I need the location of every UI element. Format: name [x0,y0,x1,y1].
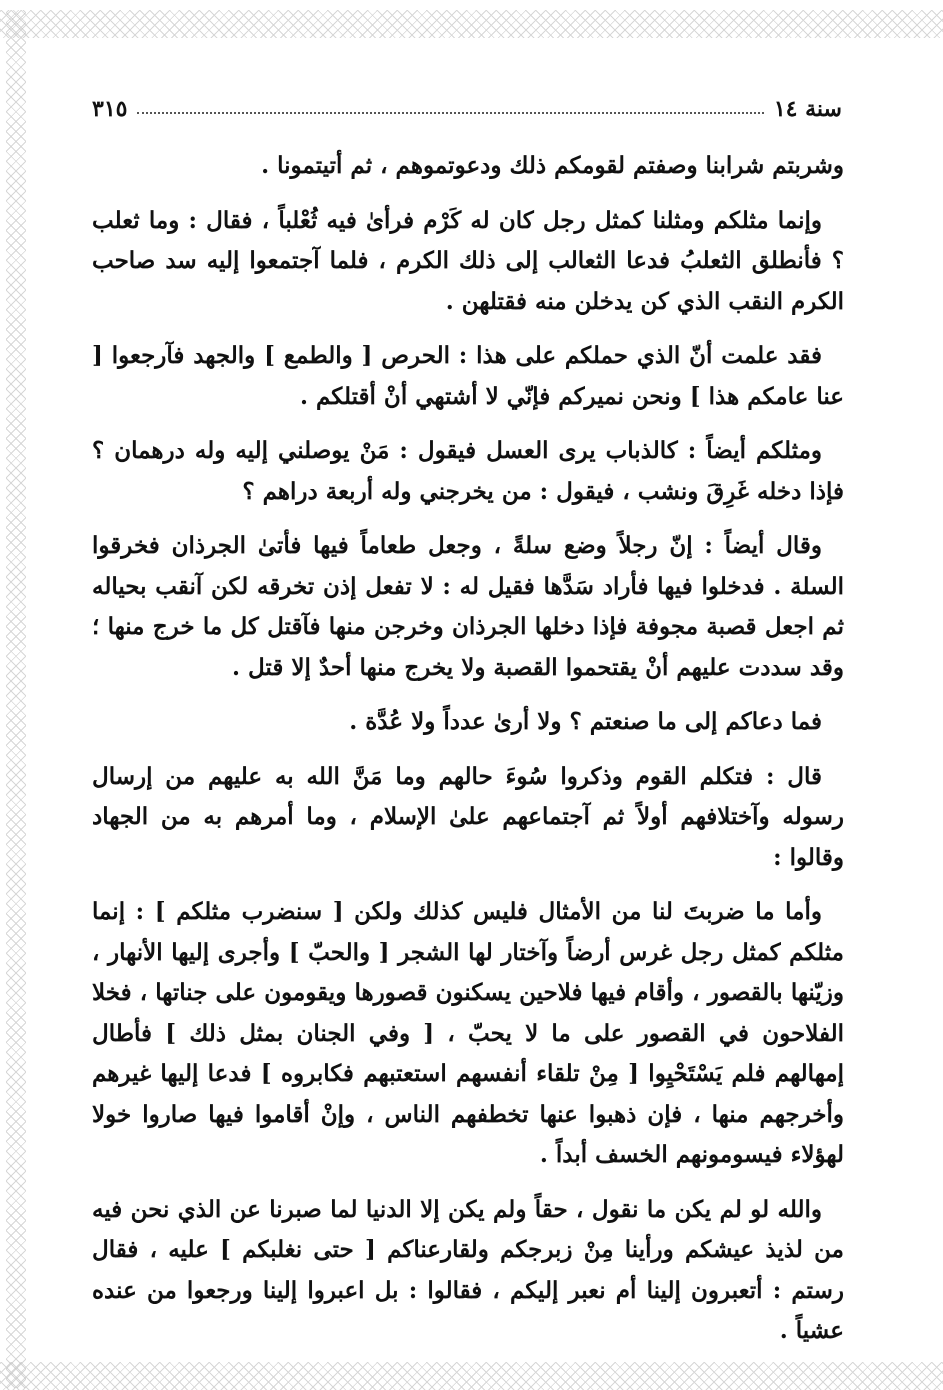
paragraph: وأما ما ضربتَ لنا من الأمثال فليس كذلك ولكن [ سنضرب مثلكم ] : إنما مثلكم كمثل رجل غرس أرضاً وآختار لها الشجر [ والحبّ ] وأجرى إليها الأنهار ، وزيّنها بالقصور ، وأقام فيها فلاحين يسكنون قصورها ويقومون على جناتها ، فخلا الفلاحون في القصور على ما لا يحبّ ، [ وفي الجنان بمثل ذلك ] فأطال إمهالهم فلم يَسْتَحْيِوا [ مِنْ تلقاء أنفسهم استعتبهم فكابروه ] فدعا إليها غيرهم وأخرجهم منها ، فإن ذهبوا عنها تخطفهم الناس ، وإنْ أقاموا فيها صاروا خولا لهؤلاء فيسومونهم الخسف أبداً . [92,898,844,1168]
header-year-label: سنة ١٤ [773,96,842,122]
paragraph: قال : فتكلم القوم وذكروا سُوءَ حالهم وما مَنَّ الله به عليهم من إرسال رسوله وآختلافهم أولاً ثم آجتماعهم علىٰ الإسلام ، وما أمرهم به من الجهاد وقالوا : [92,762,844,871]
top-ornamental-border [0,10,943,38]
bottom-ornamental-border [0,1362,943,1390]
running-header [92,86,842,122]
paragraph: وشربتم شرابنا وصفتم لقومكم ذلك ودعوتموهم ، ثم أتيتمونا . [261,152,844,179]
paragraph: والله لو لم يكن ما نقول ، حقاً ولم يكن إلا الدنيا لما صبرنا عن الذي نحن فيه من لذيذ عيشكم ورأينا مِنْ زبرجكم ولقارعناكم [ حتى نغلبكم ] عليه ، فقال رستم : أتعبرون إلينا أم نعبر إليكم ، فقالوا : بل اعبروا إلينا ورجعوا من عنده عشياً . [92,1195,844,1344]
paragraph: فما دعاكم إلى ما صنعتم ؟ ولا أرىٰ عدداً ولا عُدَّة . [349,708,822,735]
paragraph: فقد علمت أنّ الذي حملكم على هذا : الحرص [ والطمع ] والجهد فآرجعوا [ عنا عامكم هذا ] ونحن نميركم فإنّي لا أشتهي أنْ أقتلكم . [92,342,844,410]
body-text [92,146,844,1366]
paragraph: وقال أيضاً : إنّ رجلاً وضع سلةً ، وجعل طعاماً فيها فأتىٰ الجرذان فخرقوا السلة . فدخلوا فيها فأراد سَدَّها فقيل له : لا تفعل إذن تخرقه لكن آنقب بحياله ثم اجعل قصبة مجوفة فإذا دخلها الجرذان وخرجن منها فآقتل كل ما خرج منها ؛ وقد سددت عليهم أنْ يقتحموا القصبة ولا يخرج منها أحدٌ إلا قتل . [92,532,844,681]
paragraph: ومثلكم أيضاً : كالذباب يرى العسل فيقول : مَنْ يوصلني إليه وله درهمان ؟ فإذا دخله غَرِقَ ونشب ، فيقول : من يخرجني وله أربعة دراهم ؟ [92,437,844,505]
header-dot-leader [137,111,763,114]
left-ornamental-border [6,10,26,1388]
page-number: ٣١٥ [92,96,128,122]
paragraph: وإنما مثلكم ومثلنا كمثل رجل كان له كَرْم فرأىٰ فيه ثُعْلباً ، فقال : وما ثعلب ؟ فأنطلق الثعلبُ فدعا الثعالب إلى ذلك الكرم ، فلما آجتمعوا إليه سد صاحب الكرم النقب الذي كن يدخلن منه فقتلهن . [92,206,844,315]
